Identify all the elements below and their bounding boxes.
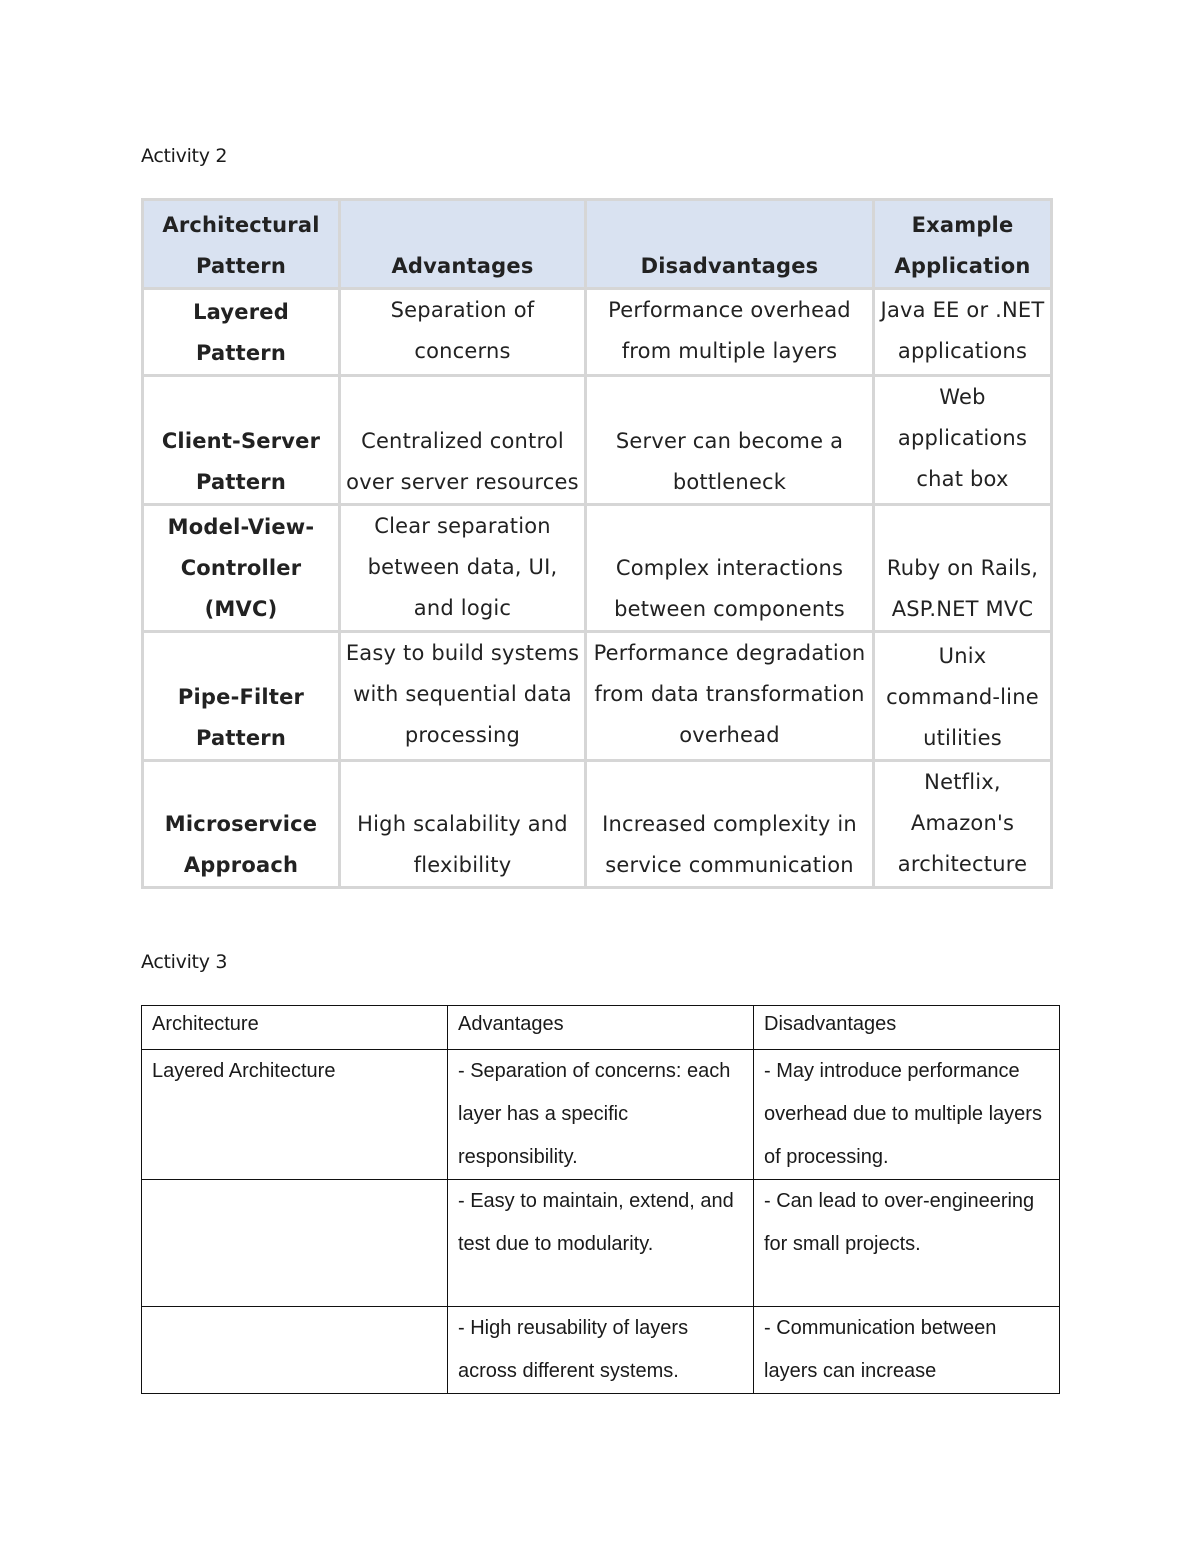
header-disadvantages: Disadvantages: [586, 200, 874, 289]
table-row: [143, 376, 1052, 505]
table-row: [143, 505, 1052, 632]
advantages-cell: - Separation of concerns: each layer has a specific responsibility.: [448, 1050, 754, 1180]
disadvantages-cell: - Can lead to over-engineering for small projects.: [754, 1180, 1060, 1307]
architecture-cell: [142, 1180, 448, 1307]
pattern-cell: Pipe-Filter Pattern: [143, 632, 340, 761]
advantages-cell: Easy to build systems with sequential data processing: [340, 632, 586, 761]
architecture-cell: [142, 1307, 448, 1394]
disadvantages-cell: - Communication between layers can increase: [754, 1307, 1060, 1394]
architectural-patterns-table: [141, 198, 1053, 889]
pattern-cell: Client-Server Pattern: [143, 376, 340, 505]
pattern-cell: Microservice Approach: [143, 761, 340, 888]
advantages-cell: High scalability and flexibility: [340, 761, 586, 888]
table-row: [143, 632, 1052, 761]
header-advantages: Advantages: [340, 200, 586, 289]
example-cell: Unix command-line utilities: [874, 632, 1052, 761]
example-cell: Netflix, Amazon's architecture: [874, 761, 1052, 888]
header-architecture: Architecture: [142, 1006, 448, 1050]
table-row: [142, 1050, 1060, 1180]
activity-2-heading: Activity 2: [141, 145, 228, 167]
disadvantages-cell: Increased complexity in service communication: [586, 761, 874, 888]
advantages-cell: - Easy to maintain, extend, and test due to modularity.: [448, 1180, 754, 1307]
advantages-cell: Centralized control over server resources: [340, 376, 586, 505]
example-cell: Ruby on Rails, ASP.NET MVC: [874, 505, 1052, 632]
header-pattern: Architectural Pattern: [143, 200, 340, 289]
advantages-cell: Separation of concerns: [340, 289, 586, 376]
activity-3-heading: Activity 3: [141, 951, 228, 973]
header-disadvantages: Disadvantages: [754, 1006, 1060, 1050]
table-header-row: [143, 200, 1052, 289]
disadvantages-cell: Performance overhead from multiple layers: [586, 289, 874, 376]
architecture-cell: Layered Architecture: [142, 1050, 448, 1180]
disadvantages-cell: Complex interactions between components: [586, 505, 874, 632]
table-row: [142, 1180, 1060, 1307]
advantages-cell: Clear separation between data, UI, and logic: [340, 505, 586, 632]
table-header-row: [142, 1006, 1060, 1050]
table-row: [143, 761, 1052, 888]
header-advantages: Advantages: [448, 1006, 754, 1050]
table-row: [142, 1307, 1060, 1394]
disadvantages-cell: Performance degradation from data transformation overhead: [586, 632, 874, 761]
disadvantages-cell: - May introduce performance overhead due to multiple layers of processing.: [754, 1050, 1060, 1180]
example-cell: Web applications chat box: [874, 376, 1052, 505]
advantages-cell: - High reusability of layers across different systems.: [448, 1307, 754, 1394]
table-row: [143, 289, 1052, 376]
architecture-comparison-table: [141, 1005, 1060, 1394]
header-example: Example Application: [874, 200, 1052, 289]
pattern-cell: Model-View-Controller (MVC): [143, 505, 340, 632]
example-cell: Java EE or .NET applications: [874, 289, 1052, 376]
disadvantages-cell: Server can become a bottleneck: [586, 376, 874, 505]
pattern-cell: Layered Pattern: [143, 289, 340, 376]
